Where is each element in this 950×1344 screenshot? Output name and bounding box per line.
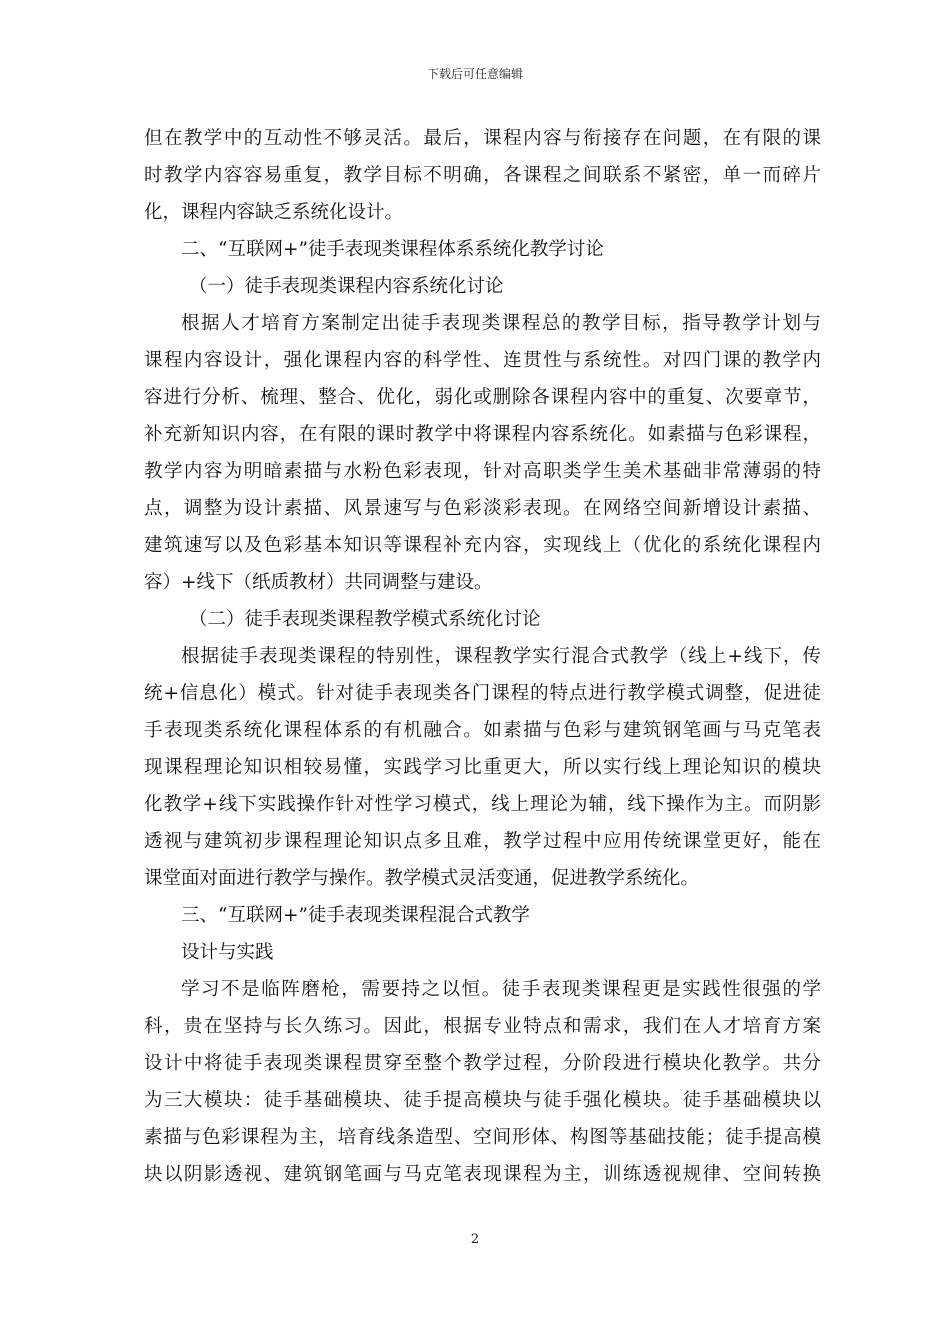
text-line: 透视与建筑初步课程理论知识点多且难，教学过程中应用传统课堂更好，能在 (144, 831, 821, 852)
text-line: 设计中将徒手表现类课程贯穿至整个教学过程，分阶段进行模块化教学。共分 (144, 1053, 821, 1074)
text-line: 为三大模块：徒手基础模块、徒手提高模块与徒手强化模块。徒手基础模块以 (144, 1090, 821, 1111)
text-line: 化，课程内容缺乏系统化设计。 (144, 202, 404, 223)
text-line: 课堂面对面进行教学与操作。教学模式灵活变通，促进教学系统化。 (144, 868, 700, 889)
text-line: 根据徒手表现类课程的特别性，课程教学实行混合式教学（线上+线下，传 (181, 646, 821, 667)
text-line: 科，贵在坚持与长久练习。因此，根据专业特点和需求，我们在人才培育方案 (144, 1016, 821, 1037)
text-line: 容）+线下（纸质教材）共同调整与建设。 (144, 572, 493, 593)
text-line: 现课程理论知识相较易懂，实践学习比重更大，所以实行线上理论知识的模块 (144, 757, 821, 778)
text-line: 素描与色彩课程为主，培育线条造型、空间形体、构图等基础技能；徒手提高模 (144, 1127, 821, 1148)
text-line: 但在教学中的互动性不够灵活。最后，课程内容与衔接存在问题，在有限的课 (144, 128, 821, 149)
text-line: 设计与实践 (181, 942, 274, 963)
text-line: 容进行分析、梳理、整合、优化，弱化或删除各课程内容中的重复、次要章节， (144, 387, 821, 408)
text-line: 块以阴影透视、建筑钢笔画与马克笔表现课程为主，训练透视规律、空间转换 (144, 1164, 821, 1185)
text-line: 点，调整为设计素描、风景速写与色彩淡彩表现。在网络空间新增设计素描、 (144, 498, 821, 519)
text-line: 时教学内容容易重复，教学目标不明确，各课程之间联系不紧密，单一而碎片 (144, 165, 821, 186)
text-line: 化教学+线下实践操作针对性学习模式，线上理论为辅，线下操作为主。而阴影 (144, 794, 821, 815)
text-line: 课程内容设计，强化课程内容的科学性、连贯性与系统性。对四门课的教学内 (144, 350, 821, 371)
text-line: 根据人才培育方案制定出徒手表现类课程总的教学目标，指导教学计划与 (181, 313, 821, 334)
text-line: 二、“互联网+”徒手表现类课程体系系统化教学讨论 (181, 239, 604, 260)
page-header: 下载后可任意编辑 (426, 67, 523, 81)
text-line: 补充新知识内容，在有限的课时教学中将课程内容系统化。如素描与色彩课程， (144, 424, 821, 445)
text-line: 手表现类系统化课程体系的有机融合。如素描与色彩与建筑钢笔画与马克笔表 (144, 720, 821, 741)
page-number: 2 (470, 1232, 480, 1247)
text-line: （二）徒手表现类课程教学模式系统化讨论 (189, 609, 541, 630)
text-line: 教学内容为明暗素描与水粉色彩表现，针对高职类学生美术基础非常薄弱的特 (144, 461, 821, 482)
document-body (144, 120, 821, 1193)
text-line: 三、“互联网+”徒手表现类课程混合式教学 (181, 905, 530, 926)
text-line: 学习不是临阵磨枪，需要持之以恒。徒手表现类课程更是实践性很强的学 (181, 979, 821, 1000)
text-line: 建筑速写以及色彩基本知识等课程补充内容，实现线上（优化的系统化课程内 (144, 535, 821, 556)
text-line: 统+信息化）模式。针对徒手表现类各门课程的特点进行教学模式调整，促进徒 (144, 683, 821, 704)
text-line: （一）徒手表现类课程内容系统化讨论 (189, 276, 504, 297)
